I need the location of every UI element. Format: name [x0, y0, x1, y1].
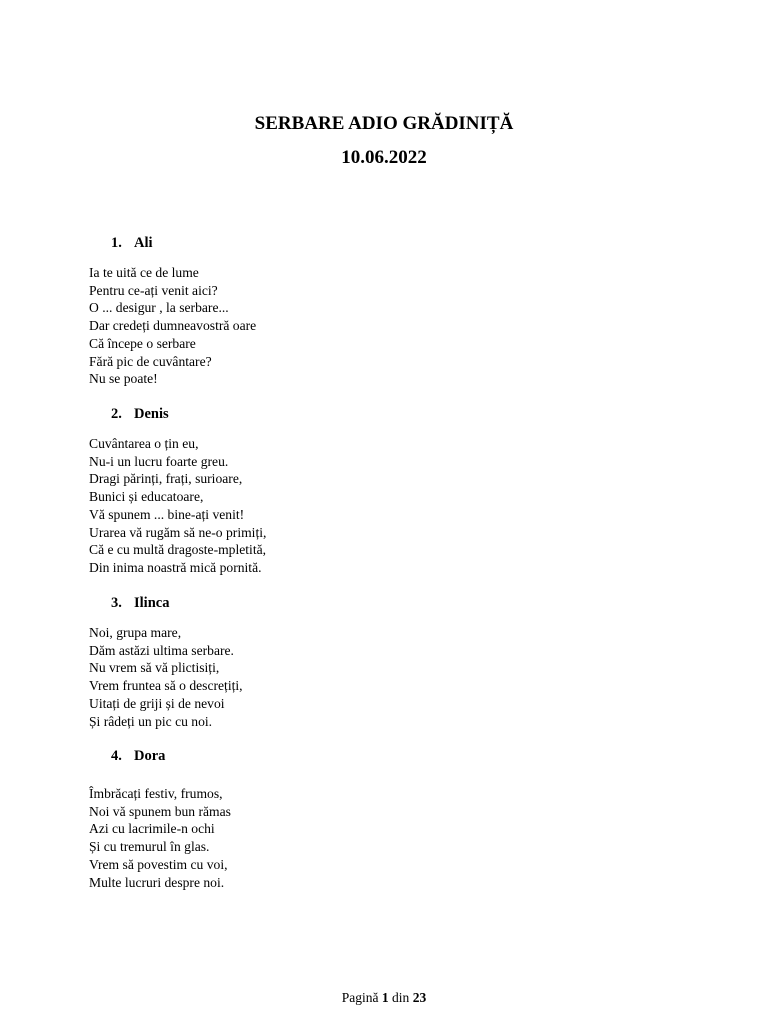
verse-block [89, 264, 689, 388]
verse-line: Ia te uită ce de lume [89, 265, 199, 280]
section-name: Dora [134, 748, 166, 764]
verse-line: Bunici și educatoare, [89, 489, 204, 505]
verse-line: Dragi părinți, frați, surioare, [89, 471, 243, 487]
section-number: 4. [111, 748, 122, 764]
verse-line: Uitați de griji și de nevoi [89, 695, 225, 711]
verse-line: Că e cu multă dragoste-mpletită, [89, 542, 267, 558]
verse-line: Fără pic de cuvântare? [89, 353, 212, 369]
verse-line: Dar credeți dumneavostră oare [89, 318, 257, 334]
poem-section [89, 747, 689, 891]
poem-section [89, 594, 689, 730]
verse-line: Și cu tremurul în glas. [89, 839, 210, 855]
verse-block [89, 785, 689, 891]
verse-line: Multe lucruri despre noi. [89, 874, 225, 890]
section-heading [111, 234, 689, 252]
verse-line: Nu se poate! [89, 371, 158, 387]
current-page-number: 1 [381, 990, 389, 1005]
verse-line: Urarea vă rugăm să ne-o primiți, [89, 524, 267, 540]
verse-block [89, 435, 689, 577]
verse-line: Nu-i un lucru foarte greu. [89, 453, 229, 469]
verse-line: Azi cu lacrimile-n ochi [89, 821, 215, 837]
document-date: 10.06.2022 [341, 147, 427, 168]
section-name: Ilinca [134, 595, 170, 611]
verse-line: Vrem fruntea să o descrețiți, [89, 678, 243, 694]
section-number: 2. [111, 406, 122, 422]
verse-line: O ... desigur , la serbare... [89, 300, 229, 316]
section-heading [111, 594, 689, 612]
verse-block [89, 624, 689, 730]
verse-line: Vrem să povestim cu voi, [89, 856, 228, 872]
verse-line: Pentru ce-ați venit aici? [89, 282, 218, 298]
verse-line: Noi, grupa mare, [89, 625, 182, 640]
verse-line: Vă spunem ... bine-ați venit! [89, 506, 245, 522]
verse-line: Că începe o serbare [89, 335, 196, 351]
section-name: Ali [134, 235, 153, 251]
verse-line: Noi vă spunem bun rămas [89, 803, 231, 819]
poem-section [89, 405, 689, 577]
section-heading [111, 405, 689, 423]
section-heading [111, 747, 689, 765]
verse-line: Cuvântarea o țin eu, [89, 436, 199, 451]
verse-line: Din inima noastră mică pornită. [89, 559, 262, 575]
verse-line: Dăm astăzi ultima serbare. [89, 642, 234, 658]
section-name: Denis [134, 406, 169, 422]
document-title: SERBARE ADIO GRĂDINIȚĂ [254, 113, 514, 134]
verse-line: Îmbrăcați festiv, frumos, [89, 786, 223, 801]
verse-line: Și râdeți un pic cu noi. [89, 713, 213, 729]
section-number: 1. [111, 235, 122, 251]
footer-separator: din [392, 990, 410, 1005]
footer-prefix: Pagină [341, 990, 379, 1005]
page-footer [0, 989, 768, 1006]
total-pages-number: 23 [412, 990, 427, 1005]
section-number: 3. [111, 595, 122, 611]
verse-line: Nu vrem să vă plictisiți, [89, 660, 220, 676]
poem-section [89, 234, 689, 388]
